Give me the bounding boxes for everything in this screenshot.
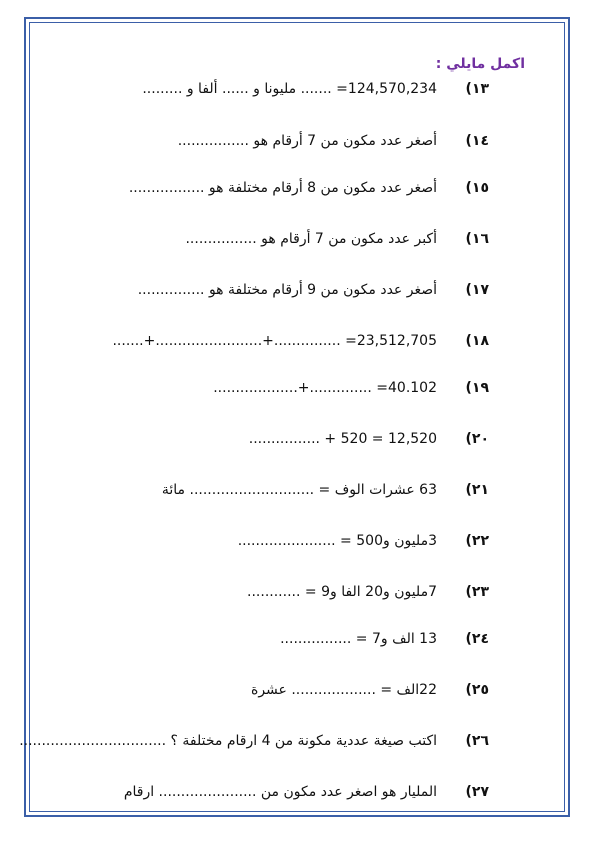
question-25 bbox=[0, 682, 545, 706]
question-text[interactable]: أصغر عدد مكون من 9 أرقام مختلفة هو ............... bbox=[137, 282, 437, 298]
question-number: ١٦) bbox=[465, 231, 489, 247]
question-20 bbox=[0, 431, 545, 455]
question-13 bbox=[0, 81, 545, 105]
question-number: ٢٤) bbox=[465, 631, 489, 647]
question-number: ٢٠) bbox=[465, 431, 489, 447]
question-text[interactable]: أكبر عدد مكون من 7 أرقام هو ................ bbox=[185, 231, 437, 247]
question-text[interactable]: 13 الف و7 = ................ bbox=[280, 631, 437, 647]
question-14 bbox=[0, 133, 545, 157]
question-number: ١٩) bbox=[465, 380, 489, 396]
question-number: ٢٣) bbox=[465, 584, 489, 600]
question-text[interactable]: 7مليون و20 الفا و9 = ............ bbox=[247, 584, 437, 600]
question-number: ٢٦) bbox=[465, 733, 489, 749]
exercise-heading: اكمل مايلي : bbox=[435, 56, 525, 72]
question-26 bbox=[0, 733, 545, 757]
question-number: ١٤) bbox=[465, 133, 489, 149]
question-text[interactable]: 40.102= ..............+................... bbox=[213, 380, 437, 396]
question-16 bbox=[0, 231, 545, 255]
question-number: ٢٢) bbox=[465, 533, 489, 549]
question-number: ١٣) bbox=[465, 81, 489, 97]
question-21 bbox=[0, 482, 545, 506]
question-23 bbox=[0, 584, 545, 608]
question-number: ٢١) bbox=[465, 482, 489, 498]
question-text[interactable]: 22الف = ................... عشرة bbox=[250, 682, 437, 698]
question-text[interactable]: المليار هو اصغر عدد مكون من ...................... ارقام bbox=[123, 784, 437, 800]
question-number: ١٨) bbox=[465, 333, 489, 349]
question-text[interactable]: 3مليون و500 = ...................... bbox=[237, 533, 437, 549]
question-text[interactable]: 23,512,705= ...............+........................+....... bbox=[112, 333, 437, 349]
question-number: ٢٧) bbox=[465, 784, 489, 800]
question-number: ١٧) bbox=[465, 282, 489, 298]
question-22 bbox=[0, 533, 545, 557]
question-text[interactable]: أصغر عدد مكون من 8 أرقام مختلفة هو ................. bbox=[128, 180, 437, 196]
question-24 bbox=[0, 631, 545, 655]
question-text[interactable]: 63 عشرات الوف = ............................ مائة bbox=[161, 482, 437, 498]
question-18 bbox=[0, 333, 545, 357]
question-text[interactable]: أصغر عدد مكون من 7 أرقام هو ................ bbox=[177, 133, 437, 149]
question-number: ١٥) bbox=[465, 180, 489, 196]
question-15 bbox=[0, 180, 545, 204]
question-text[interactable]: 12,520 = 520 + ................ bbox=[248, 431, 437, 447]
question-19 bbox=[0, 380, 545, 404]
question-text[interactable]: 124,570,234= ....... مليونا و ...... ألفا و ......... bbox=[142, 81, 437, 97]
question-text[interactable]: اكتب صيغة عددية مكونة من 4 ارقام مختلفة ؟ ................................. bbox=[19, 733, 437, 749]
question-number: ٢٥) bbox=[465, 682, 489, 698]
question-27 bbox=[0, 784, 545, 808]
question-17 bbox=[0, 282, 545, 306]
